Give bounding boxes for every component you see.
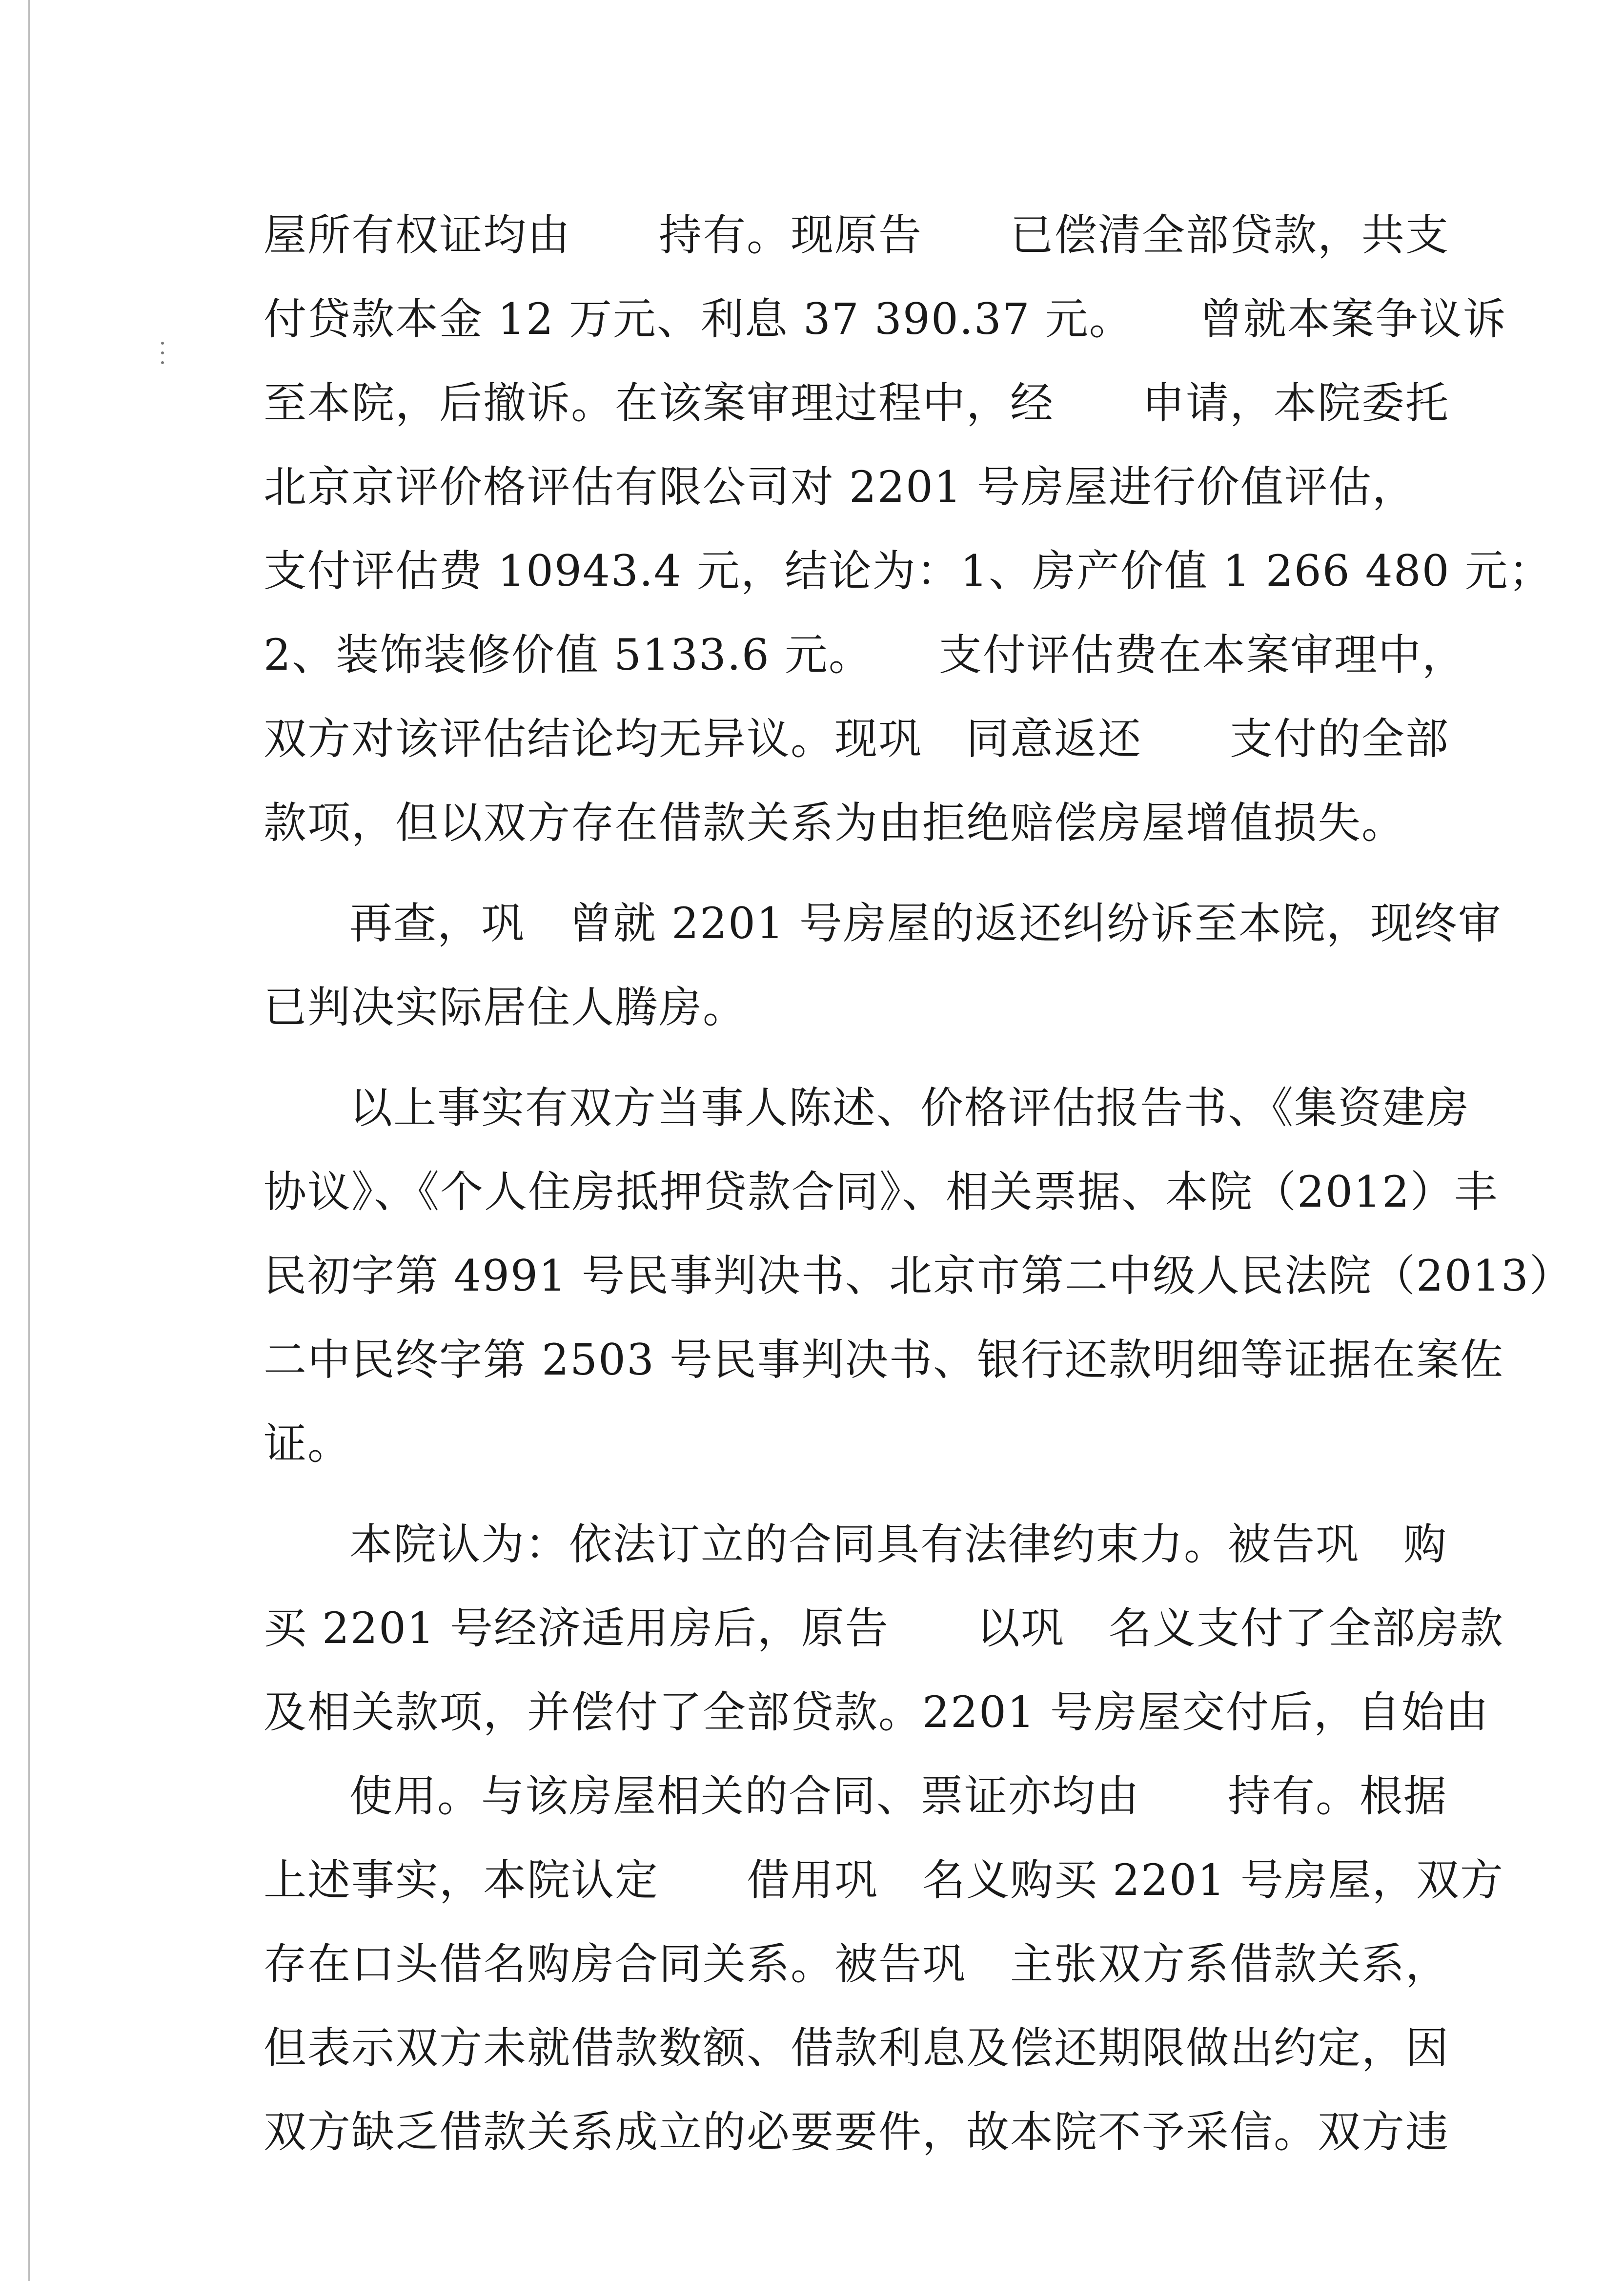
text-line: 再查，巩 曾就 2201 号房屋的返还纠纷诉至本院，现终审	[349, 898, 1502, 948]
paragraph-3	[264, 1066, 1573, 1486]
text-line: 民初字第 4991 号民事判决书、北京市第二中级人民法院（2013）	[264, 1251, 1573, 1301]
text-line: 但表示双方未就借款数额、借款利息及偿还期限做出约定，因	[264, 2023, 1450, 2073]
document-body	[264, 193, 1573, 2174]
text-line: 双方缺乏借款关系成立的必要要件，故本院不予采信。双方违	[264, 2107, 1450, 2157]
text-line: 二中民终字第 2503 号民事判决书、银行还款明细等证据在案佐	[264, 1335, 1504, 1385]
paragraph-2	[264, 882, 1502, 1049]
text-line: 双方对该评估结论均无异议。现巩 同意返还 支付的全部	[264, 714, 1450, 764]
text-line: 存在口头借名购房合同关系。被告巩 主张双方系借款关系，	[264, 1939, 1450, 1989]
text-line: 证。	[264, 1418, 352, 1469]
text-line: 2、装饰装修价值 5133.6 元。 支付评估费在本案审理中，	[264, 630, 1466, 680]
text-line: 至本院，后撤诉。在该案审理过程中，经 申请，本院委托	[264, 378, 1450, 428]
paragraph-1	[264, 193, 1553, 865]
text-line: 款项，但以双方存在借款关系为由拒绝赔偿房屋增值损失。	[264, 798, 1406, 848]
binding-dot	[161, 342, 164, 345]
binding-dot	[161, 361, 164, 364]
text-line: 以上事实有双方当事人陈述、价格评估报告书、《集资建房	[349, 1083, 1470, 1133]
text-line: 本院认为：依法订立的合同具有法律约束力。被告巩 购	[349, 1519, 1448, 1569]
text-line: 屋所有权证均由 持有。现原告 已偿清全部贷款，共支	[264, 210, 1450, 260]
binding-marks	[161, 342, 167, 381]
text-line: 买 2201 号经济适用房后，原告 以巩 名义支付了全部房款	[264, 1603, 1504, 1653]
text-line: 及相关款项，并偿付了全部贷款。2201 号房屋交付后，自始由	[264, 1687, 1489, 1737]
text-line: 付贷款本金 12 万元、利息 37 390.37 元。 曾就本案争议诉	[264, 294, 1507, 344]
text-line: 协议》、《个人住房抵押贷款合同》、相关票据、本院（2012）丰	[264, 1167, 1498, 1217]
scan-edge-line	[28, 0, 30, 2281]
text-line: 上述事实，本院认定 借用巩 名义购买 2201 号房屋，双方	[264, 1855, 1504, 1905]
text-line: 支付评估费 10943.4 元，结论为：1、房产价值 1 266 480 元；	[264, 546, 1553, 596]
paragraph-4	[264, 1502, 1504, 2174]
text-line: 使用。与该房屋相关的合同、票证亦均由 持有。根据	[349, 1771, 1448, 1821]
text-line: 北京京评价格评估有限公司对 2201 号房屋进行价值评估，	[264, 462, 1416, 512]
text-line: 已判决实际居住人腾房。	[264, 982, 747, 1032]
binding-dot	[161, 351, 164, 354]
